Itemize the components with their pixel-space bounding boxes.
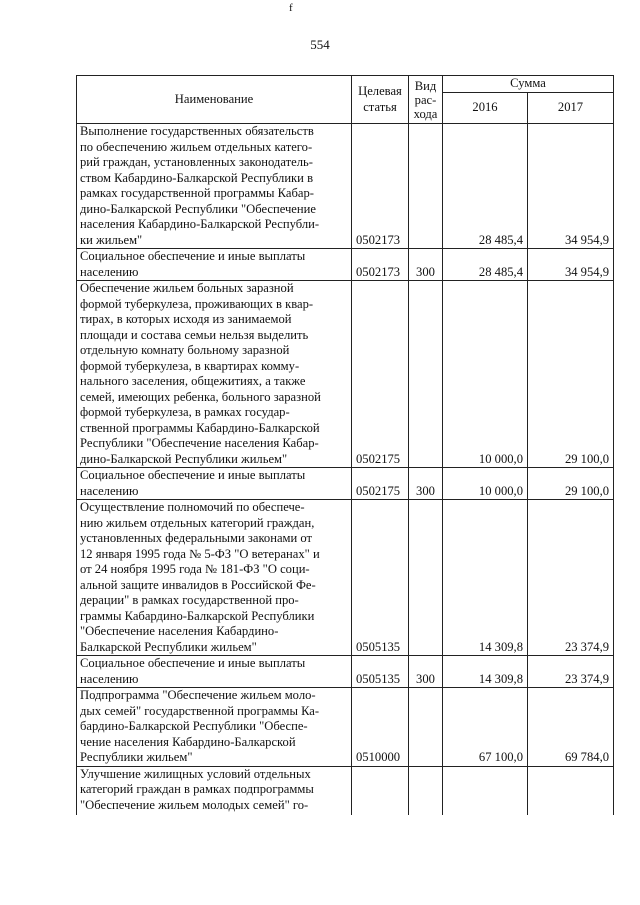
table-row bbox=[77, 468, 614, 500]
row-target-code: 0510000 bbox=[352, 688, 409, 767]
header-sum: Сумма bbox=[443, 76, 614, 93]
table-row bbox=[77, 281, 614, 468]
row-amount-2017: 69 784,0 bbox=[528, 688, 614, 767]
header-name: Наименование bbox=[77, 76, 352, 124]
row-target-code: 0502175 bbox=[352, 468, 409, 500]
top-mark: f bbox=[289, 2, 293, 14]
row-target-code: 0505135 bbox=[352, 500, 409, 656]
row-expense-type: 300 bbox=[409, 656, 443, 688]
row-expense-type bbox=[409, 281, 443, 468]
row-target-code: 0502175 bbox=[352, 281, 409, 468]
row-amount-2016 bbox=[443, 766, 528, 815]
header-type: Вид рас- хода bbox=[409, 76, 443, 124]
row-amount-2016: 14 309,8 bbox=[443, 656, 528, 688]
row-amount-2016: 28 485,4 bbox=[443, 249, 528, 281]
page-number: 554 bbox=[310, 37, 330, 52]
row-name: Социальное обеспечение и иные выплаты населению bbox=[77, 249, 352, 281]
row-target-code bbox=[352, 766, 409, 815]
row-amount-2017: 23 374,9 bbox=[528, 500, 614, 656]
row-expense-type bbox=[409, 688, 443, 767]
row-amount-2016: 10 000,0 bbox=[443, 468, 528, 500]
table-row bbox=[77, 766, 614, 815]
table-row bbox=[77, 656, 614, 688]
row-amount-2017: 29 100,0 bbox=[528, 281, 614, 468]
row-expense-type: 300 bbox=[409, 468, 443, 500]
row-name: Осуществление полномочий по обеспече- нию жильем отдельных категорий граждан, установленных федеральными законами от 12 января 1995 года № 5-ФЗ "О ветеранах" и от 24 ноября 1995 года № 181-ФЗ "О соци- альной защите инвалидов в Российской Фе- дерации" в рамках государственной про- граммы Кабардино-Балкарской Республики "Обеспечение населения Кабардино- Балкарской Республики жильем" bbox=[77, 500, 352, 656]
row-name: Улучшение жилищных условий отдельных категорий граждан в рамках подпрограммы "Обеспечение жильем молодых семей" го- bbox=[77, 766, 352, 815]
table-row bbox=[77, 249, 614, 281]
header-2017: 2017 bbox=[528, 93, 614, 124]
row-name: Обеспечение жильем больных заразной формой туберкулеза, проживающих в квар- тирах, в которых исходя из занимаемой площади и состава семьи нельзя выделить отдельную комнату больному заразной формой туберкулеза, в квартирах комму- нального заселения, общежитиях, а также семей, имеющих ребенка, больного заразной формой туберкулеза, в рамках государ- ственной программы Кабардино-Балкарской Республики "Обеспечение населения Кабар- дино-Балкарской Республики жильем" bbox=[77, 281, 352, 468]
row-amount-2016: 10 000,0 bbox=[443, 281, 528, 468]
table-row bbox=[77, 124, 614, 249]
row-expense-type bbox=[409, 124, 443, 249]
row-target-code: 0502173 bbox=[352, 124, 409, 249]
row-name: Подпрограмма "Обеспечение жильем моло- дых семей" государственной программы Ка- бардино-Балкарской Республики "Обеспе- чение населения Кабардино-Балкарской Республики жильем" bbox=[77, 688, 352, 767]
row-expense-type: 300 bbox=[409, 249, 443, 281]
row-amount-2017: 29 100,0 bbox=[528, 468, 614, 500]
row-expense-type bbox=[409, 766, 443, 815]
row-name: Выполнение государственных обязательств по обеспечению жильем отдельных катего- рий граждан, установленных законодатель- ством Кабардино-Балкарской Республики в рамках государственной программы Кабар- дино-Балкарской Республики "Обеспечение населения Кабардино-Балкарской Республи- ки жильем" bbox=[77, 124, 352, 249]
row-expense-type bbox=[409, 500, 443, 656]
row-target-code: 0502173 bbox=[352, 249, 409, 281]
row-name: Социальное обеспечение и иные выплаты населению bbox=[77, 656, 352, 688]
row-amount-2017: 34 954,9 bbox=[528, 249, 614, 281]
row-amount-2016: 28 485,4 bbox=[443, 124, 528, 249]
row-name: Социальное обеспечение и иные выплаты населению bbox=[77, 468, 352, 500]
header-target: Целевая статья bbox=[352, 76, 409, 124]
row-target-code: 0505135 bbox=[352, 656, 409, 688]
table-row bbox=[77, 500, 614, 656]
row-amount-2017: 34 954,9 bbox=[528, 124, 614, 249]
row-amount-2016: 67 100,0 bbox=[443, 688, 528, 767]
table-row bbox=[77, 688, 614, 767]
budget-table bbox=[76, 75, 614, 815]
header-2016: 2016 bbox=[443, 93, 528, 124]
row-amount-2017: 23 374,9 bbox=[528, 656, 614, 688]
row-amount-2017 bbox=[528, 766, 614, 815]
row-amount-2016: 14 309,8 bbox=[443, 500, 528, 656]
